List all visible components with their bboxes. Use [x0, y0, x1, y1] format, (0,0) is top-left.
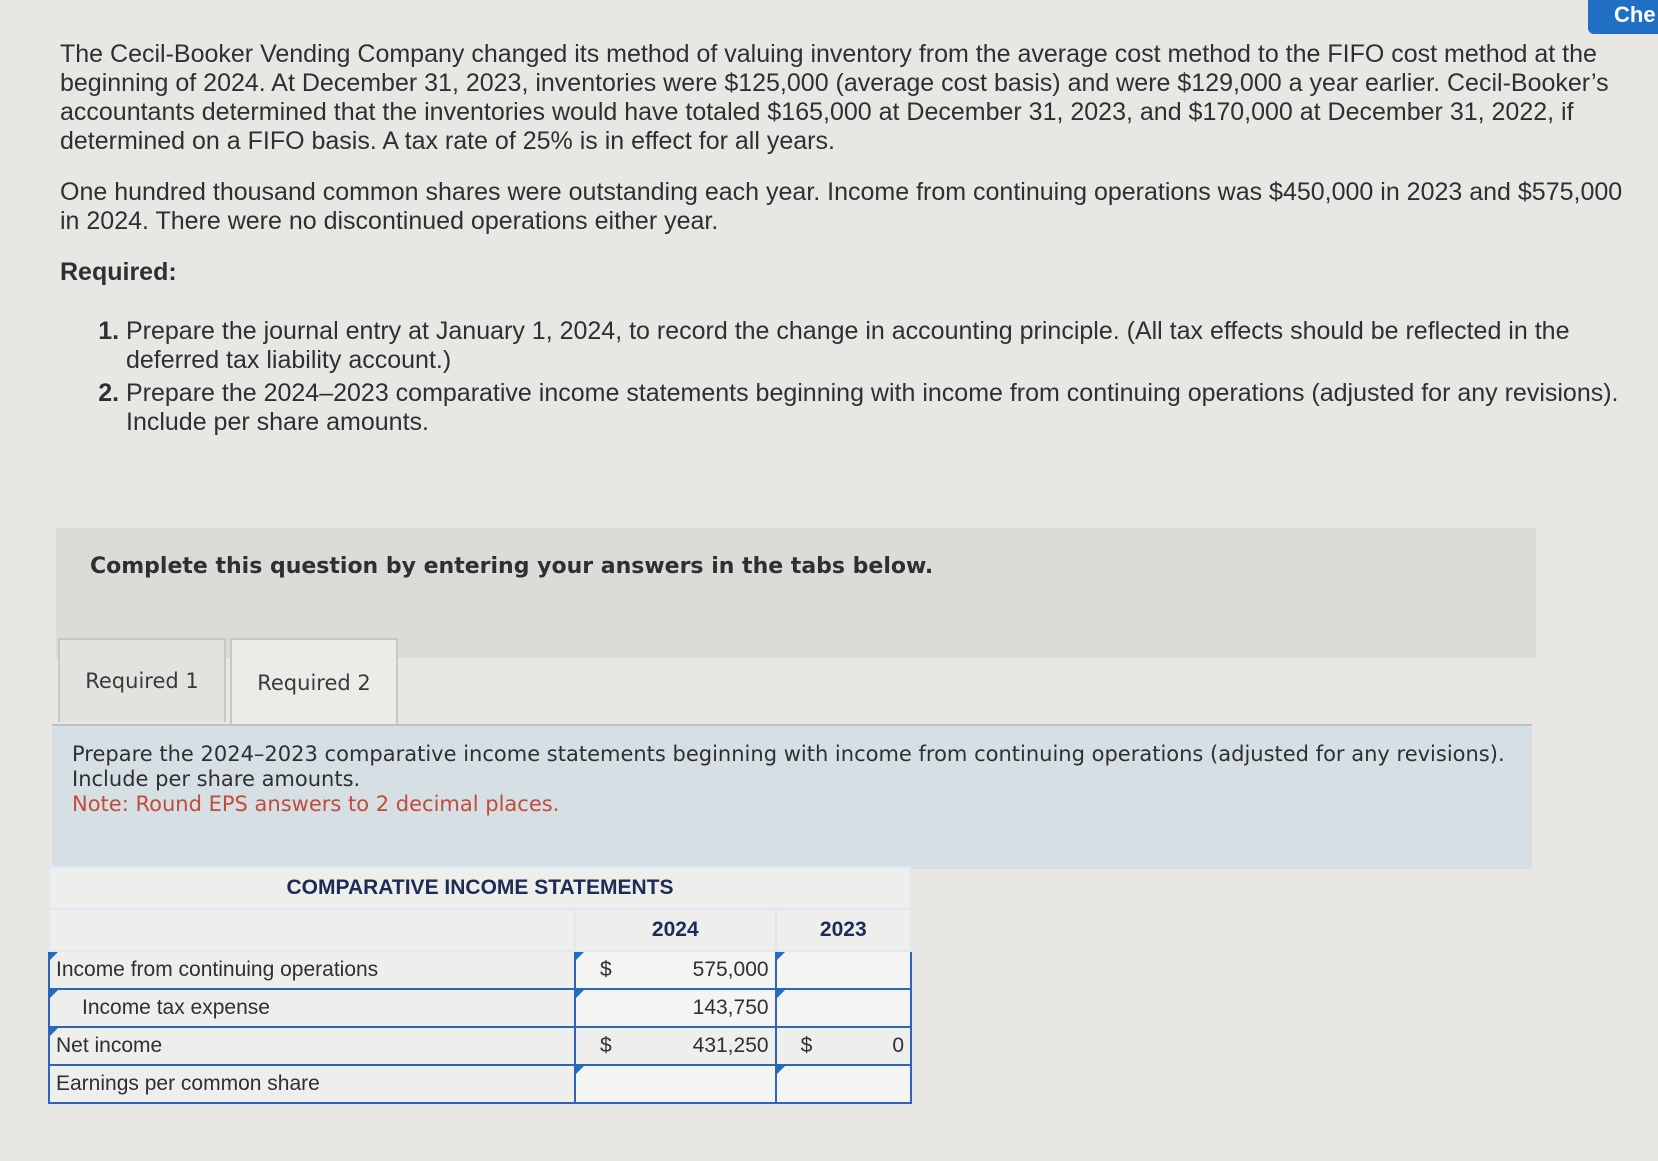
row-label[interactable]: Income from continuing operations	[49, 951, 575, 989]
cell-2024[interactable]	[575, 951, 776, 989]
tab-required-1[interactable]: Required 1	[58, 638, 226, 722]
row-label: Earnings per common share	[49, 1065, 575, 1103]
tab-required-2[interactable]: Required 2	[230, 638, 398, 726]
cell-2023[interactable]	[776, 1065, 911, 1103]
instruction-banner: Complete this question by entering your answers in the tabs below.	[56, 528, 1536, 658]
problem-statement	[60, 40, 1635, 441]
cell-2024[interactable]	[575, 989, 776, 1027]
requirements-list	[60, 317, 1635, 437]
rounding-note: Note: Round EPS answers to 2 decimal places.	[72, 792, 560, 816]
table-year-header-row	[49, 909, 911, 951]
cell-2024[interactable]	[575, 1065, 776, 1103]
currency-symbol: $	[600, 958, 612, 981]
row-label[interactable]: Income tax expense	[49, 989, 575, 1027]
table-row	[49, 1027, 911, 1065]
requirement-2: 2. Prepare the 2024–2023 comparative income statements beginning with income from continuing operations (adjusted for any revisions). Include per share amounts.	[126, 379, 1635, 437]
check-button[interactable]: Che	[1588, 0, 1658, 34]
prompt-panel	[52, 724, 1532, 869]
header-blank	[49, 909, 575, 951]
table-title: COMPARATIVE INCOME STATEMENTS	[49, 867, 911, 909]
table-row	[49, 989, 911, 1027]
currency-symbol: $	[600, 1034, 612, 1057]
header-2023: 2023	[776, 909, 911, 951]
cell-value: 431,250	[692, 1034, 769, 1057]
prompt-text: Prepare the 2024–2023 comparative income statements beginning with income from continuing operations (adjusted for any revisions). Include per share amounts.	[72, 742, 1505, 791]
cell-value: 575,000	[692, 958, 769, 981]
problem-paragraph-2: One hundred thousand common shares were outstanding each year. Income from continuing operations was $450,000 in 2023 and $575,000 in 2024. There were no discontinued operations either year.	[60, 178, 1623, 235]
table-row	[49, 1065, 911, 1103]
cell-2024	[575, 1027, 776, 1065]
comparative-income-statements-table	[48, 866, 912, 1104]
cell-2023[interactable]	[776, 989, 911, 1027]
requirement-1: 1. Prepare the journal entry at January 1, 2024, to record the change in accounting principle. (All tax effects should be reflected in the deferred tax liability account.)	[126, 317, 1635, 375]
required-heading: Required:	[60, 258, 177, 286]
cell-value: 0	[892, 1034, 904, 1057]
table-title-row	[49, 867, 911, 909]
cell-2023[interactable]	[776, 951, 911, 989]
cell-value: 143,750	[692, 996, 769, 1019]
cell-2023	[776, 1027, 911, 1065]
table-row	[49, 951, 911, 989]
row-label[interactable]: Net income	[49, 1027, 575, 1065]
header-2024: 2024	[575, 909, 776, 951]
currency-symbol: $	[800, 1034, 813, 1057]
problem-paragraph-1: The Cecil-Booker Vending Company changed its method of valuing inventory from the average cost method to the FIFO cost method at the beginning of 2024. At December 31, 2023, inventories were $125,000 (average cost basis) and were $129,000 a year earlier. Cecil-Booker’s accountants determined that the inventories would have totaled $165,000 at December 31, 2023, and $170,000 at December 31, 2022, if determined on a FIFO basis. A tax rate of 25% is in effect for all years.	[60, 40, 1609, 155]
